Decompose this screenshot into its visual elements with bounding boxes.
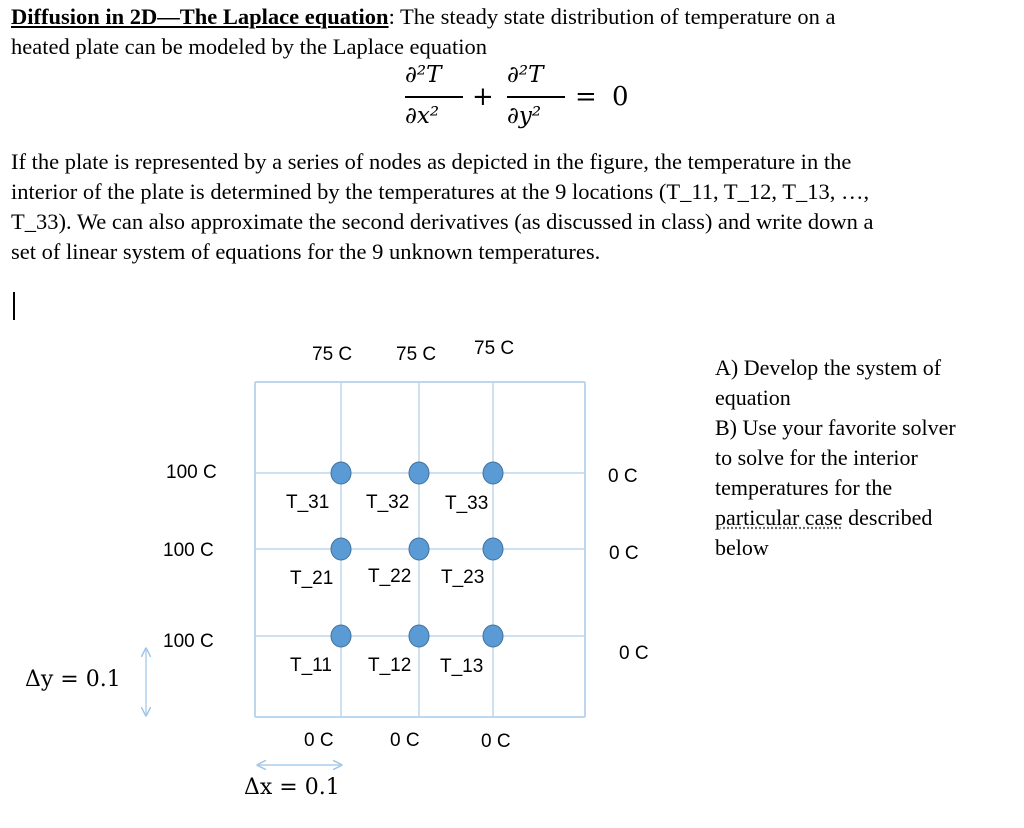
left-temp-row3: 100 C [166,462,217,483]
top-temp-1: 75 C [312,344,353,365]
page-heading: Diffusion in 2D—The Laplace equation [11,4,389,29]
node-t12 [409,625,429,647]
body-line-1: If the plate is represented by a series of nodes as depicted in the figure, the temperature in the [11,149,852,174]
label-t31: T_31 [286,492,330,513]
left-temp-row1: 100 C [163,631,214,652]
numerator-right: ∂²T [507,62,544,88]
delta-x-label: Δx = 0.1 [244,775,340,800]
label-t21: T_21 [290,568,334,589]
label-t23: T_23 [441,567,485,588]
delta-y-label: Δy = 0.1 [25,667,121,692]
node-t13 [483,625,503,647]
task-b-line1: B) Use your favorite solver [715,415,956,440]
equals-sign: = [575,82,597,112]
numerator-left: ∂²T [405,62,442,88]
label-t32: T_32 [366,492,410,513]
bottom-temp-1: 0 C [304,730,334,751]
left-temp-row2: 100 C [163,540,214,561]
label-t11: T_11 [290,655,332,676]
top-temp-2: 75 C [396,344,437,365]
right-temp-row1: 0 C [619,643,649,664]
node-t11 [331,625,351,647]
denominator-left: ∂x² [405,103,440,129]
task-description [715,353,1015,563]
intro-line1: The steady state distribution of temperature on a [394,4,836,29]
bottom-temp-2: 0 C [390,730,420,751]
body-line-4: set of linear system of equations for the 9 unknown temperatures. [11,239,601,264]
plus-sign: + [472,82,494,112]
denominator-right: ∂y² [507,103,542,129]
node-t33 [483,462,503,484]
label-t12: T_12 [368,655,412,676]
label-t13: T_13 [440,656,484,677]
task-b-line4 [715,503,1015,533]
task-a-line1: A) Develop the system of [715,355,942,380]
task-a-line2: equation [715,385,791,410]
task-b-line5: below [715,535,769,560]
bottom-temp-3: 0 C [481,731,511,752]
task-b-line3: temperatures for the [715,475,893,500]
node-t31 [331,462,351,484]
right-temp-row2: 0 C [609,543,639,564]
node-t22 [409,538,429,560]
node-t23 [483,538,503,560]
heading-colon: : [388,4,395,29]
node-t21 [331,538,351,560]
right-temp-row3: 0 C [608,466,638,487]
task-b-line4-rest: described [842,505,933,530]
body-line-3: T_33). We can also approximate the second derivatives (as discussed in class) and write down a [11,209,874,234]
intro-line2: heated plate can be modeled by the Laplace equation [11,34,488,59]
body-line-2: interior of the plate is determined by the temperatures at the 9 locations (T_11, T_12, T_13, …, [11,179,870,204]
equation-rhs: 0 [612,82,629,112]
label-t22: T_22 [368,566,412,587]
node-t32 [409,462,429,484]
top-temp-3: 75 C [474,338,515,359]
spellcheck-underlined-text: particular case [715,505,843,530]
label-t33: T_33 [445,493,489,514]
task-b-line2: to solve for the interior [715,445,918,470]
